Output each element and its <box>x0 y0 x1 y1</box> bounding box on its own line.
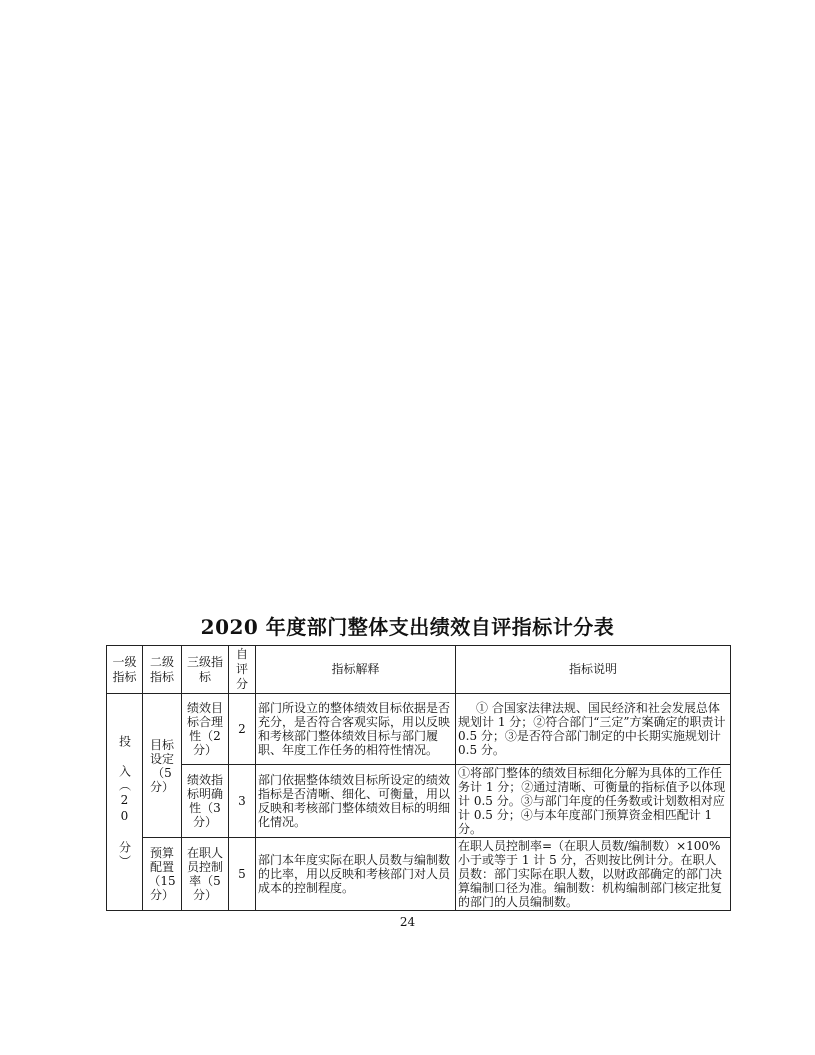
header-explanation: 指标解释 <box>256 646 456 694</box>
level1-cell <box>107 694 143 911</box>
explanation-cell: 部门本年度实际在职人员数与编制数的比率，用以反映和考核部门对人员成本的控制程度。 <box>256 838 456 911</box>
explanation-cell: 部门依据整体绩效目标所设定的绩效指标是否清晰、细化、可衡量，用以反映和考核部门整体绩效目标的明细化情况。 <box>256 765 456 838</box>
header-level2: 二级指标 <box>143 646 182 694</box>
description-cell: ①将部门整体的绩效目标细化分解为具体的工作任务计 1 分；②通过清晰、可衡量的指标值予以体现计 0.5 分。③与部门年度的任务数或计划数相对应计 0.5 分；④与本年度部门预算资金相匹配计 1 分。 <box>456 765 731 838</box>
header-self-score: 自评分 <box>229 646 256 694</box>
page-title: 2020 年度部门整体支出绩效自评指标计分表 <box>200 615 615 639</box>
level3-cell: 绩效指标明确性（3 分） <box>182 765 229 838</box>
description-cell: ① 合国家法律法规、国民经济和社会发展总体规划计 1 分；②符合部门“三定”方案确定的职责计 0.5 分；③是否符合部门制定的中长期实施规划计 0.5 分。 <box>456 694 731 765</box>
explanation-cell: 部门所设立的整体绩效目标依据是否充分，是否符合客观实际，用以反映和考核部门整体绩效目标与部门履职、年度工作任务的相符性情况。 <box>256 694 456 765</box>
level3-cell: 绩效目标合理性（2 分） <box>182 694 229 765</box>
score-table <box>106 645 731 911</box>
table-header-row <box>107 646 731 694</box>
table-row <box>107 694 731 765</box>
description-cell: 在职人员控制率=（在职人员数/编制数）×100%小于或等于 1 计 5 分，否则按比例计分。在职人员数：部门实际在职人数，以财政部确定的部门决算编制口径为准。编制数：机构编制部门核定批复的部门的人员编制数。 <box>456 838 731 911</box>
header-description: 指标说明 <box>456 646 731 694</box>
header-level3: 三级指标 <box>182 646 229 694</box>
table-row <box>107 765 731 838</box>
level3-cell: 在职人员控制率（5 分） <box>182 838 229 911</box>
score-cell: 2 <box>229 694 256 765</box>
score-cell: 3 <box>229 765 256 838</box>
level2-cell: 预算配置（15 分） <box>143 838 182 911</box>
level1-text: 投 入（20 分） <box>117 735 132 869</box>
table-row <box>107 838 731 911</box>
header-level1: 一级指标 <box>107 646 143 694</box>
level2-cell: 目标设定（5 分） <box>143 694 182 838</box>
page-number: 24 <box>399 915 416 929</box>
score-cell: 5 <box>229 838 256 911</box>
